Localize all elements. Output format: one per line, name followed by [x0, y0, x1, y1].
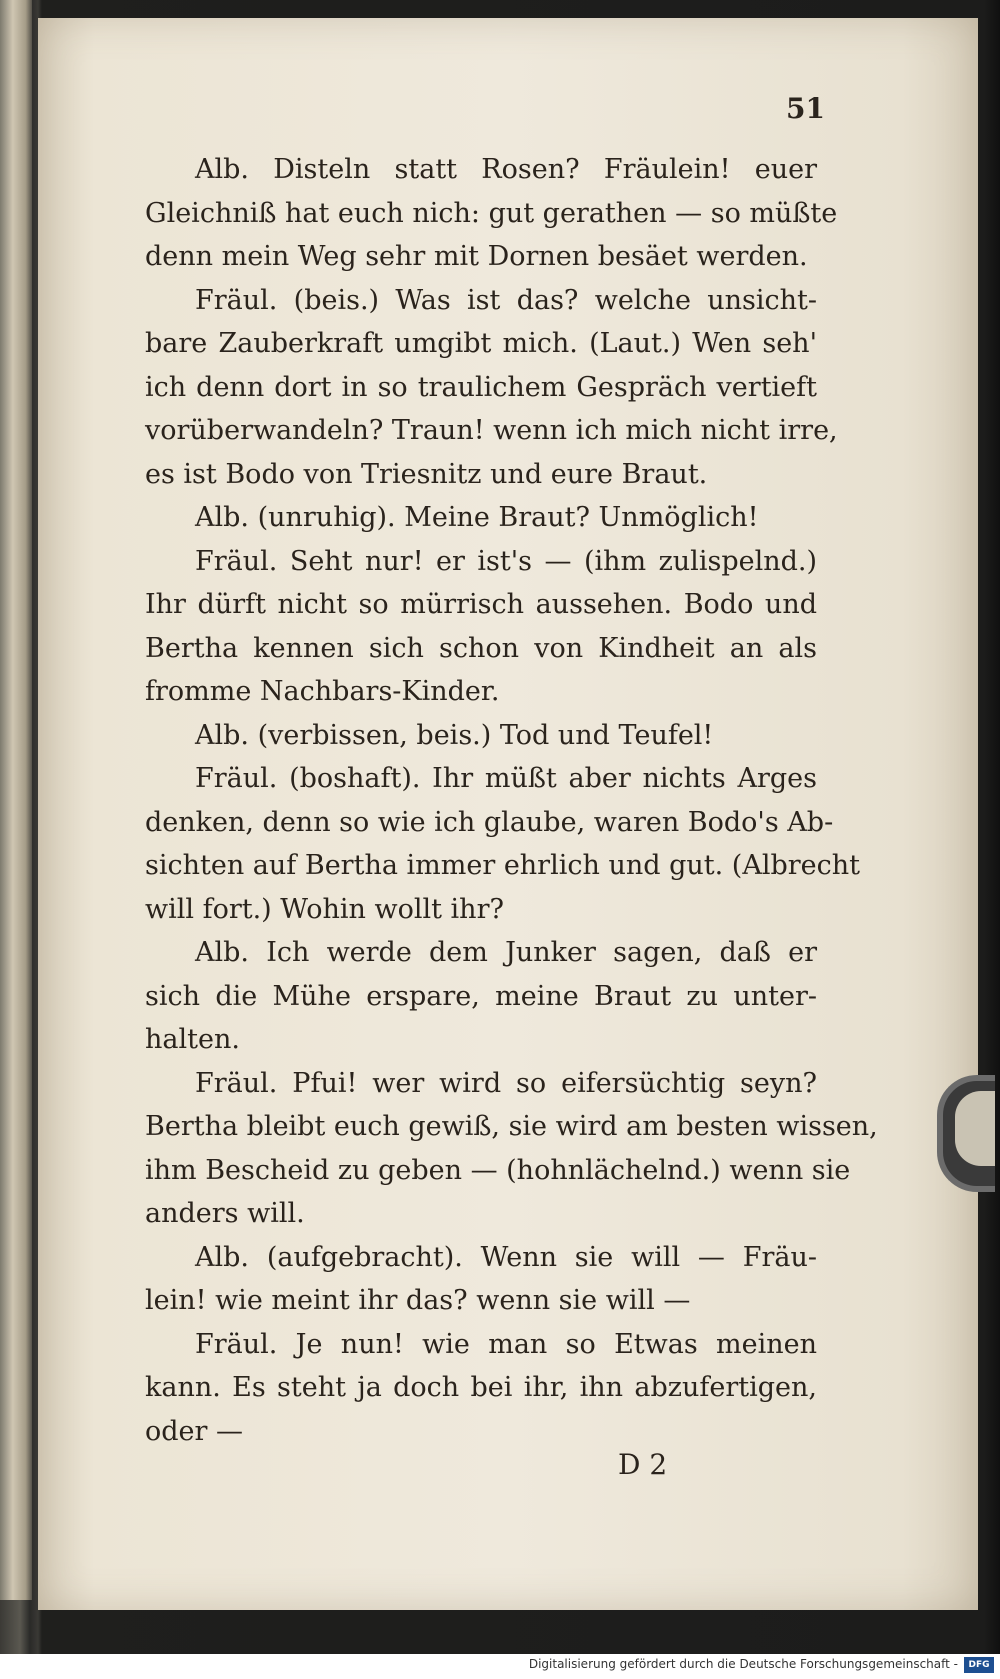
text-line: kann. Es steht ja doch bei ihr, ihn abzufertigen,	[145, 1372, 817, 1403]
text-line: Alb. Ich werde dem Junker sagen, daß er	[195, 937, 817, 968]
text-line: sichten auf Bertha immer ehrlich und gut. (Albrecht	[145, 850, 860, 881]
text-line: denken, denn so wie ich glaube, waren Bodo's Ab-	[145, 806, 834, 838]
text-line: anders will.	[145, 1198, 305, 1229]
text-line: Fräul. Pfui! wer wird so eifersüchtig seyn?	[195, 1067, 817, 1099]
text-line: will fort.) Wohin wollt ihr?	[145, 893, 504, 925]
page-number: 51	[786, 92, 825, 125]
text-line: Bertha bleibt euch gewiß, sie wird am besten wissen,	[145, 1111, 878, 1142]
text-line: Alb. (aufgebracht). Wenn sie will — Fräu-	[195, 1241, 817, 1273]
text-line: ihm Bescheid zu geben — (hohnlächelnd.) wenn sie	[145, 1154, 851, 1186]
text-line: vorüberwandeln? Traun! wenn ich mich nicht irre,	[145, 415, 838, 446]
text-line: ich denn dort in so traulichem Gespräch vertieft	[145, 371, 817, 403]
text-line: Gleichniß hat euch nich: gut gerathen — so müßte	[145, 197, 838, 229]
page-clip	[937, 1075, 995, 1192]
text-line: Alb. (unruhig). Meine Braut? Unmöglich!	[195, 502, 759, 533]
text-line: es ist Bodo von Triesnitz und eure Braut.	[145, 458, 708, 490]
text-line: fromme Nachbars-Kinder.	[145, 676, 500, 707]
text-line: Fräul. Seht nur! er ist's — (ihm zulispelnd.)	[195, 545, 817, 577]
signature-mark: D 2	[618, 1448, 668, 1481]
text-line: Alb. Disteln statt Rosen? Fräulein! euer	[195, 154, 817, 185]
text-line: Bertha kennen sich schon von Kindheit an als	[145, 632, 817, 664]
page-text	[145, 148, 878, 1453]
funding-notice: Digitalisierung gefördert durch die Deutsche Forschungsgemeinschaft -	[528, 1657, 958, 1671]
footer-bar	[0, 1654, 1000, 1679]
text-line: sich die Mühe erspare, meine Braut zu unter-	[145, 980, 817, 1012]
page-clip-inner	[955, 1091, 995, 1166]
text-line: bare Zauberkraft umgibt mich. (Laut.) Wen seh'	[145, 328, 817, 359]
text-line: Fräul. (boshaft). Ihr müßt aber nichts Arges	[195, 763, 817, 794]
dfg-logo: DFG	[964, 1657, 994, 1673]
text-line: lein! wie meint ihr das? wenn sie will —	[145, 1285, 691, 1316]
text-line: Alb. (verbissen, beis.) Tod und Teufel!	[195, 719, 714, 751]
text-line: Ihr dürft nicht so mürrisch aussehen. Bodo und	[145, 589, 817, 620]
text-line: Fräul. Je nun! wie man so Etwas meinen	[195, 1328, 817, 1360]
facing-page-edge	[0, 0, 32, 1600]
text-line: Fräul. (beis.) Was ist das? welche unsicht-	[195, 284, 817, 316]
text-line: oder —	[145, 1415, 244, 1447]
text-line: denn mein Weg sehr mit Dornen besäet werden.	[145, 241, 808, 272]
text-line: halten.	[145, 1024, 240, 1055]
